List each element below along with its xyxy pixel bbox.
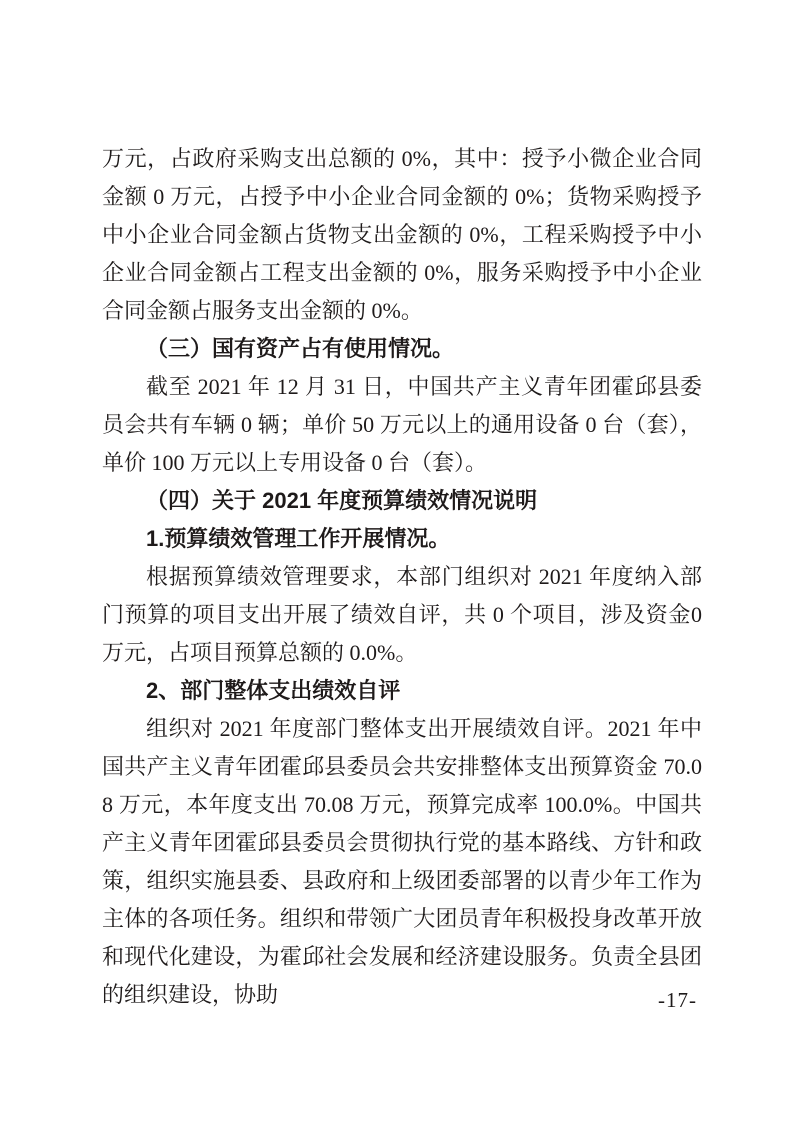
paragraph-state-assets: 截至 2021 年 12 月 31 日，中国共产主义青年团霍邱县委员会共有车辆 0 辆；单价 50 万元以上的通用设备 0 台（套），单价 100 万元以上专用设备 0 台（套）。 (102, 374, 702, 475)
heading-state-assets: （三）国有资产占有使用情况。 (146, 336, 455, 361)
text-column (102, 140, 702, 1014)
paragraph-performance-self-evaluation: 根据预算绩效管理要求，本部门组织对 2021 年度纳入部门预算的项目支出开展了绩效自评，共 0 个项目，涉及资金0 万元，占项目预算总额的 0.0%。 (102, 564, 702, 665)
page-number: -17- (658, 988, 697, 1012)
heading-overall-expenditure-self-evaluation: 2、部门整体支出绩效自评 (146, 678, 401, 703)
heading-budget-performance: （四）关于 2021 年度预算绩效情况说明 (146, 488, 538, 513)
heading-performance-management: 1.预算绩效管理工作开展情况。 (146, 526, 451, 551)
paragraph-overall-expenditure-detail: 组织对 2021 年度部门整体支出开展绩效自评。2021 年中国共产主义青年团霍邱县委员会共安排整体支出预算资金 70.08 万元，本年度支出 70.08 万元，预算完成率 100.0%。中国共产主义青年团霍邱县委员会贯彻执行党的基本路线、方针和政策，组织实施县委、县政府和上级团委部署的以青少年工作为主体的各项任务。组织和带领广大团员青年积极投身改革开放和现代化建设，为霍邱社会发展和经济建设服务。负责全县团的组织建设，协助 (102, 716, 702, 1007)
paragraph-govt-procurement-continuation: 万元，占政府采购支出总额的 0%，其中：授予小微企业合同金额 0 万元，占授予中小企业合同金额的 0%；货物采购授予中小企业合同金额占货物支出金额的 0%，工程采购授予中小企业合同金额占工程支出金额的 0%，服务采购授予中小企业合同金额占服务支出金额的 0%。 (102, 146, 702, 323)
